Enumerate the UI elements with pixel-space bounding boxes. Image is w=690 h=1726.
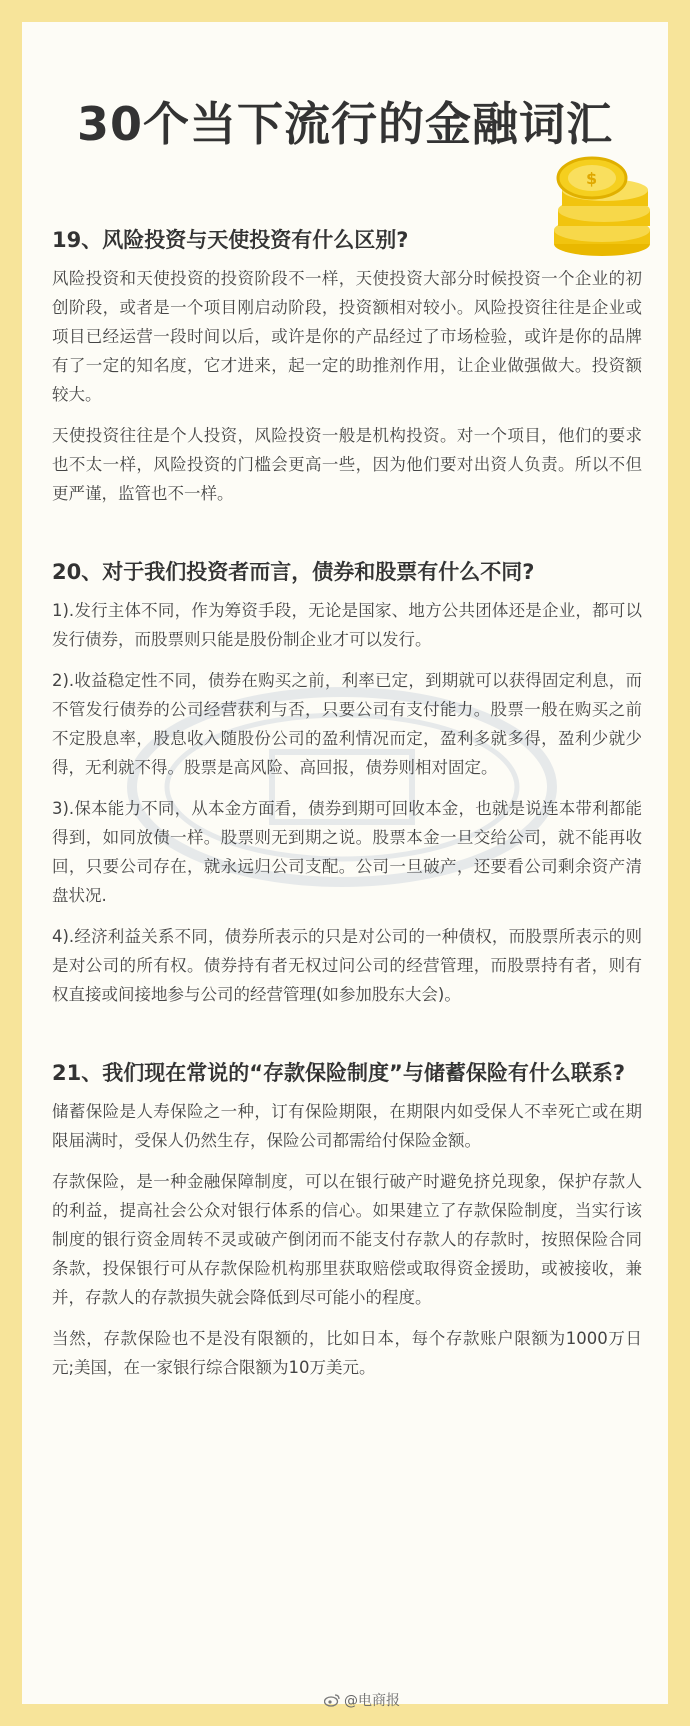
- paragraph: 1).发行主体不同，作为筹资手段，无论是国家、地方公共团体还是企业，都可以发行债券，而股票则只能是股份制企业才可以发行。: [52, 601, 642, 649]
- question-heading: 19、风险投资与天使投资有什么区别?: [52, 228, 409, 252]
- paragraph: 3).保本能力不同，从本金方面看，债券到期可回收本金，也就是说连本带利都能得到，如同放债一样。股票则无到期之说。股票本金一旦交给公司，就不能再收回，只要公司存在，就永远归公司支配。公司一旦破产，还要看公司剩余资产清盘状况.: [52, 799, 642, 905]
- paragraph: 2).收益稳定性不同，债券在购买之前，利率已定，到期就可以获得固定利息，而不管发行债券的公司经营获利与否，只要公司有支付能力。股票一般在购买之前不定股息率，股息收入随股份公司的盈利情况而定，盈利多就多得，盈利少就少得，无利就不得。股票是高风险、高回报，债券则相对固定。: [52, 671, 642, 777]
- page-title: 30个当下流行的金融词汇: [76, 97, 613, 151]
- weibo-icon: [324, 1693, 340, 1707]
- paragraph: 存款保险，是一种金融保障制度，可以在银行破产时避免挤兑现象，保护存款人的利益，提高社会公众对银行体系的信心。如果建立了存款保险制度，当实行该制度的银行资金周转不灵或破产倒闭而不能支付存款人的存款时，按照保险合同条款，投保银行可从存款保险机构那里获取赔偿或取得资金援助，或被接收，兼并，存款人的存款损失就会降低到尽可能小的程度。: [52, 1172, 642, 1307]
- question-heading: 21、我们现在常说的“存款保险制度”与储蓄保险有什么联系?: [52, 1061, 626, 1085]
- article-content: [52, 224, 642, 1430]
- paragraph: 风险投资和天使投资的投资阶段不一样，天使投资大部分时候投资一个企业的初创阶段，或者是一个项目刚启动阶段，投资额相对较小。风险投资往往是企业或项目已经运营一段时间以后，或许是你的产品经过了市场检验，或许是你的品牌有了一定的知名度，它才进来，起一定的助推剂作用，让企业做强做大。投资额较大。: [52, 269, 642, 404]
- section-19: [52, 224, 642, 508]
- question-heading: 20、对于我们投资者而言，债券和股票有什么不同?: [52, 560, 535, 584]
- paragraph: 储蓄保险是人寿保险之一种，订有保险期限，在期限内如受保人不幸死亡或在期限届满时，受保人仍然生存，保险公司都需给付保险金额。: [52, 1102, 642, 1150]
- paragraph: 4).经济利益关系不同，债券所表示的只是对公司的一种债权，而股票所表示的则是对公司的所有权。债券持有者无权过问公司的经营管理，而股票持有者，则有权直接或间接地参与公司的经营管理(如参加股东大会)。: [52, 927, 642, 1004]
- article-card: [22, 22, 668, 1704]
- weibo-watermark: [324, 1690, 400, 1710]
- section-21: [52, 1057, 642, 1382]
- paragraph: 当然，存款保险也不是没有限额的，比如日本，每个存款账户限额为1000万日元;美国，在一家银行综合限额为10万美元。: [52, 1329, 642, 1377]
- weibo-handle: @电商报: [344, 1693, 400, 1709]
- svg-text:$: $: [586, 169, 598, 188]
- section-20: [52, 556, 642, 1009]
- paragraph: 天使投资往往是个人投资，风险投资一般是机构投资。对一个项目，他们的要求也不太一样，风险投资的门槛会更高一些，因为他们要对出资人负责。所以不但更严谨，监管也不一样。: [52, 426, 642, 503]
